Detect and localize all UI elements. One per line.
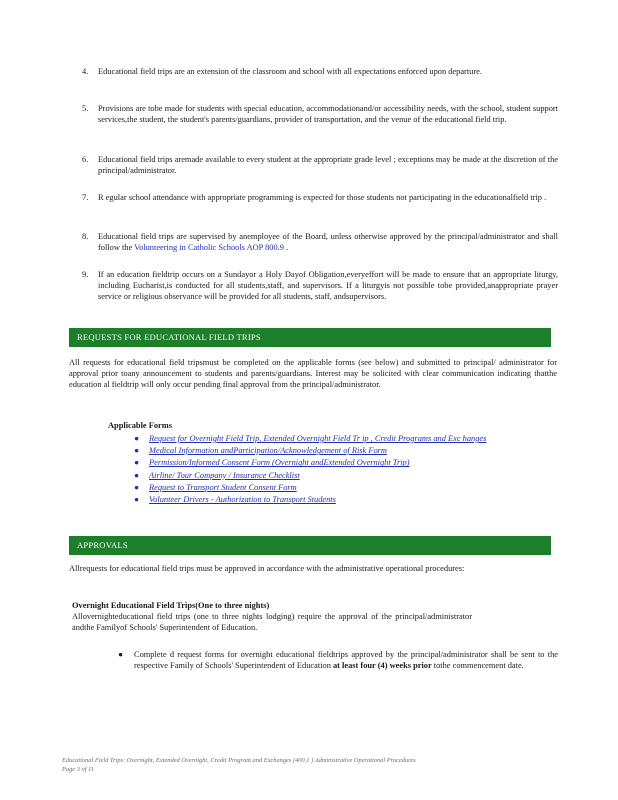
form-list-item xyxy=(134,482,560,494)
item-number: 9. xyxy=(82,270,89,279)
applicable-forms-list xyxy=(134,433,560,506)
approval-bullet-item xyxy=(118,649,558,671)
item-text: Provisions are tobe made for students with special education, accommodationand/or accessibility needs, with the school, student support services,the student, the student's parents/guardians, provider of transportation, and the venue of the educational field trip. xyxy=(98,104,558,124)
form-list-item xyxy=(134,470,560,482)
item-text xyxy=(98,231,558,253)
bullet-icon: ● xyxy=(134,494,140,504)
item-number: 5. xyxy=(82,104,89,113)
list-item-8 xyxy=(82,231,558,253)
footer-page-number: Page 3 of 11 xyxy=(62,766,95,773)
requests-paragraph: All requests for educational field tripsmust be completed on the applicable forms (see below) and submitted to principal/ administrator for approval prior toany announcement to students and parents/guardians. Interest may be solicited with clear communication indicating thatthe education al fieldtrip will only occur pending final approval from the principal/administrator. xyxy=(69,358,557,389)
volunteering-aop-link[interactable]: Volunteering in Catholic Schools AOP 800.9 xyxy=(134,243,284,252)
form-list-item xyxy=(134,445,560,457)
item-text-before: Educational field trips are supervised by anemployee of the Board, unless otherwise approved by the principal/administrator and shall follow the xyxy=(98,232,558,252)
item-number: 6. xyxy=(82,155,89,164)
form-link-permission-consent[interactable]: Permission/Informed Consent Form (Overnight andExtended Overnight Trip) xyxy=(149,458,410,468)
form-link-transport-consent[interactable]: Request to Transport Student Consent Form xyxy=(149,482,297,492)
requests-section-heading: REQUESTS FOR EDUCATIONAL FIELD TRIPS xyxy=(69,328,551,347)
item-number: 7. xyxy=(82,193,89,202)
bullet-text-after: tothe commencement date. xyxy=(431,661,524,670)
bullet-icon: ● xyxy=(134,446,140,456)
applicable-forms-title: Applicable Forms xyxy=(108,421,172,430)
page-footer xyxy=(62,756,416,774)
form-link-medical-information[interactable]: Medical Information andParticipation/Acknowledgement of Risk Form xyxy=(149,446,387,456)
bullet-icon: ● xyxy=(134,482,140,492)
list-item-9 xyxy=(82,269,558,302)
form-list-item xyxy=(134,457,560,469)
bullet-icon: ● xyxy=(134,458,140,468)
item-text: Educational field trips aremade available to every student at the appropriate grade level ; exceptions may be made at the discretion of the principal/administrator. xyxy=(98,155,558,175)
list-item-6 xyxy=(82,154,558,176)
form-list-item xyxy=(134,494,560,506)
approval-bullet-text xyxy=(134,649,558,671)
approvals-section-heading: APPROVALS xyxy=(69,536,551,555)
item-number: 4. xyxy=(82,67,89,76)
bullet-text-before: Complete d request forms for overnight educational fieldtrips approved by the principal/administrator shall be sent to the respective Family of Schools' Superintendent of Education xyxy=(134,650,558,670)
footer-title: Educational Field Trips: Overnight, Extended Overnight, Credit Program and Exchanges (400.1 ) Administrative Operational Procedures xyxy=(62,757,416,764)
approvals-paragraph: Allrequests for educational field trips must be approved in accordance with the administrative operational procedures: xyxy=(69,564,465,573)
bullet-text-bold: at least four (4) weeks prior xyxy=(332,661,432,670)
bullet-icon: ● xyxy=(134,434,140,443)
item-text: Educational field trips are an extension of the classroom and school with all expectations enforced upon departure. xyxy=(98,67,482,76)
list-item-5 xyxy=(82,103,558,125)
overnight-trips-subheading: Overnight Educational Field Trips(One to three nights) xyxy=(72,601,270,610)
item-text-after: . xyxy=(283,243,289,252)
overnight-trips-paragraph: Allovernighteducational field trips (one to three nights lodging) require the approval of the principal/administrator andthe Familyof Schools' Superintendent of Education. xyxy=(72,612,472,632)
item-text: R egular school attendance with appropriate programming is expected for those students not participating in the educationalfield trip . xyxy=(98,193,547,202)
bullet-icon: ● xyxy=(118,650,124,659)
form-link-volunteer-drivers[interactable]: Volunteer Drivers - Authorization to Transport Students xyxy=(149,494,336,504)
form-link-request-overnight[interactable]: Request for Overnight Field Trip, Extended Overnight Field Tr ip , Credit Programs and Exc hanges xyxy=(149,434,487,443)
list-item-4 xyxy=(82,66,558,77)
form-list-item xyxy=(134,433,560,445)
form-link-airline-checklist[interactable]: Airline/ Tour Company / Insurance Checklist xyxy=(149,470,300,480)
item-text: If an education fieldtrip occurs on a Sundayor a Holy Dayof Obligation,everyeffort will be made to ensure that an appropriate liturgy, including Eucharist,is conducted for all students,staff, and supervisors. If a liturgyis not possible tobe provided,anappropriate prayer service or religious observance will be provided for all students, staff, andsupervisors. xyxy=(98,270,558,301)
bullet-icon: ● xyxy=(134,470,140,480)
list-item-7 xyxy=(82,192,558,203)
item-number: 8. xyxy=(82,232,89,241)
